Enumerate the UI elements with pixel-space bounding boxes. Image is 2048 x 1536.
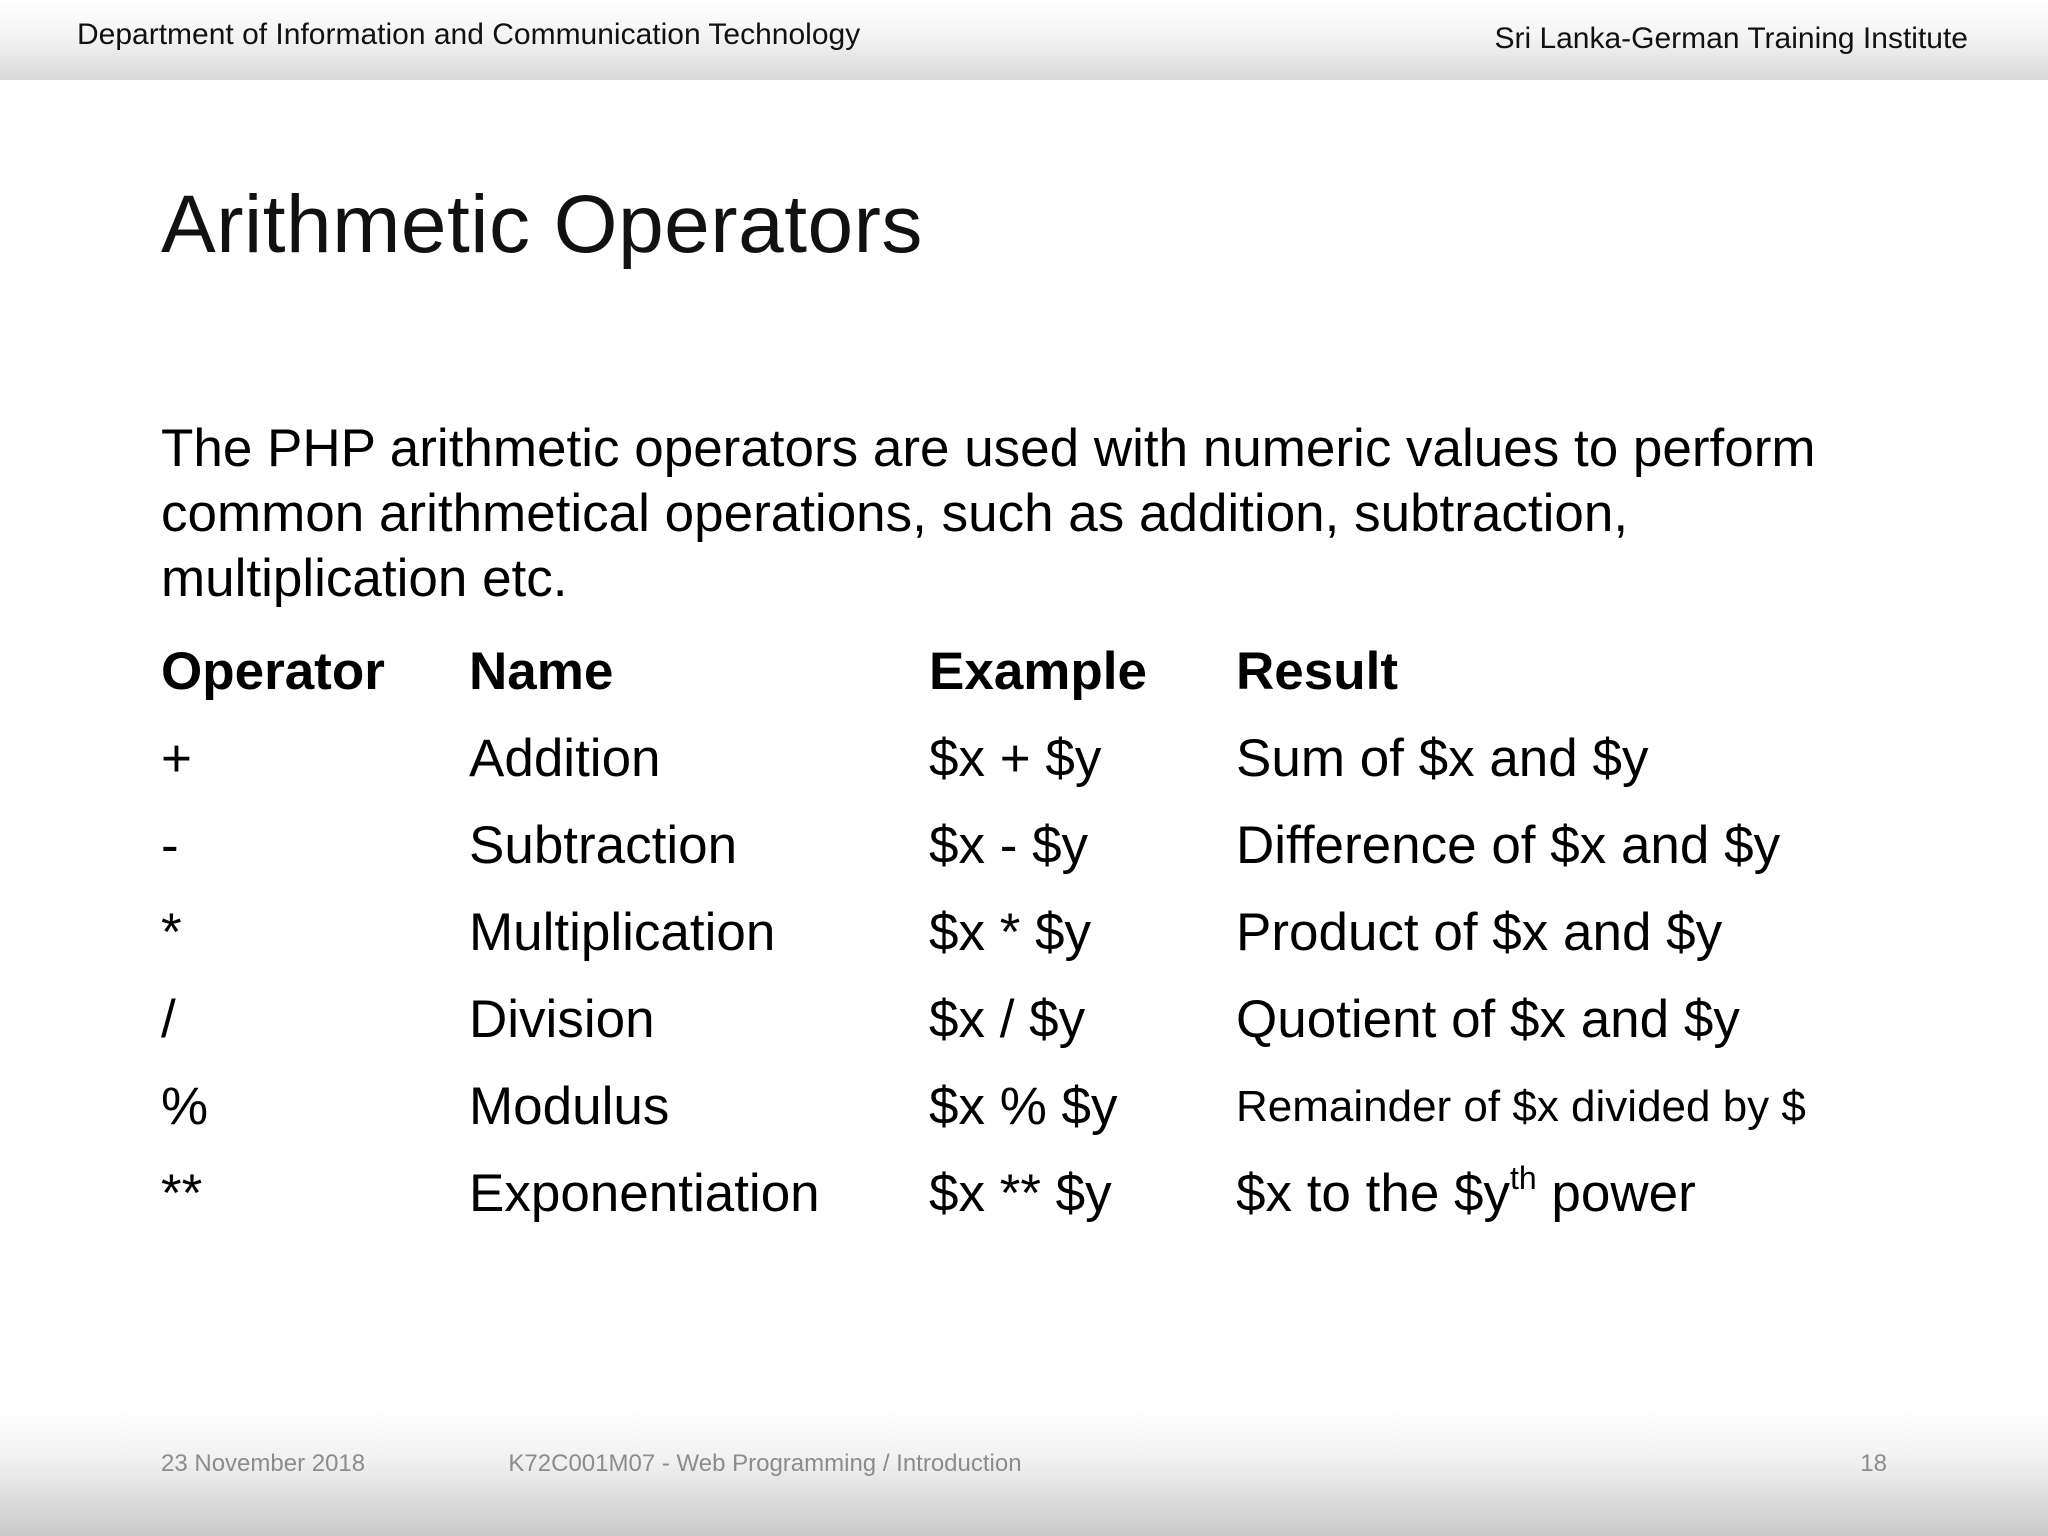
example-cell: $x % $y bbox=[929, 1077, 1118, 1136]
example-cell: $x * $y bbox=[929, 903, 1092, 962]
operator-cell: - bbox=[161, 816, 179, 875]
table-row bbox=[161, 976, 1936, 1063]
department-name: Department of Information and Communication Technology bbox=[77, 18, 861, 51]
operator-cell: / bbox=[161, 990, 176, 1049]
header-operator: Operator bbox=[161, 642, 385, 701]
table-row bbox=[161, 802, 1936, 889]
result-superscript: th bbox=[1510, 1160, 1537, 1196]
name-cell: Exponentiation bbox=[469, 1164, 820, 1223]
result-cell: Quotient of $x and $y bbox=[1236, 990, 1740, 1049]
institute-name: Sri Lanka-German Training Institute bbox=[1494, 22, 1968, 55]
slide-title: Arithmetic Operators bbox=[161, 179, 923, 270]
example-cell: $x + $y bbox=[929, 729, 1102, 788]
result-suffix: power bbox=[1536, 1164, 1696, 1223]
table-row bbox=[161, 715, 1936, 802]
footer-date: 23 November 2018 bbox=[161, 1450, 366, 1477]
name-cell: Subtraction bbox=[469, 816, 738, 875]
header-bar bbox=[0, 0, 2048, 80]
operator-cell: % bbox=[161, 1077, 209, 1136]
table-row bbox=[161, 1150, 1936, 1237]
footer-course: K72C001M07 - Web Programming / Introduction bbox=[508, 1450, 1022, 1477]
operator-cell: + bbox=[161, 729, 192, 788]
name-cell: Multiplication bbox=[469, 903, 776, 962]
header-result: Result bbox=[1236, 642, 1398, 701]
header-example: Example bbox=[929, 642, 1148, 701]
name-cell: Addition bbox=[469, 729, 661, 788]
example-cell: $x - $y bbox=[929, 816, 1089, 875]
name-cell: Division bbox=[469, 990, 655, 1049]
result-cell: Remainder of $x divided by $ bbox=[1236, 1081, 1806, 1131]
result-cell: Difference of $x and $y bbox=[1236, 816, 1781, 875]
table-header-row bbox=[161, 628, 1936, 715]
operator-cell: * bbox=[161, 903, 182, 962]
name-cell: Modulus bbox=[469, 1077, 670, 1136]
result-cell: Product of $x and $y bbox=[1236, 903, 1723, 962]
result-prefix: $x to the $y bbox=[1236, 1164, 1511, 1223]
operator-cell: ** bbox=[161, 1164, 203, 1223]
table-row bbox=[161, 889, 1936, 976]
result-cell: Sum of $x and $y bbox=[1236, 729, 1649, 788]
operators-table bbox=[161, 628, 1936, 1237]
result-cell bbox=[1236, 1150, 1936, 1237]
intro-paragraph: The PHP arithmetic operators are used with numeric values to perform common arithmetical operations, such as addition, subtraction, multiplication etc. bbox=[161, 419, 1816, 608]
table-row bbox=[161, 1063, 1936, 1150]
header-name: Name bbox=[469, 642, 614, 701]
example-cell: $x / $y bbox=[929, 990, 1086, 1049]
example-cell: $x ** $y bbox=[929, 1164, 1112, 1223]
page-number: 18 bbox=[1860, 1450, 1887, 1477]
